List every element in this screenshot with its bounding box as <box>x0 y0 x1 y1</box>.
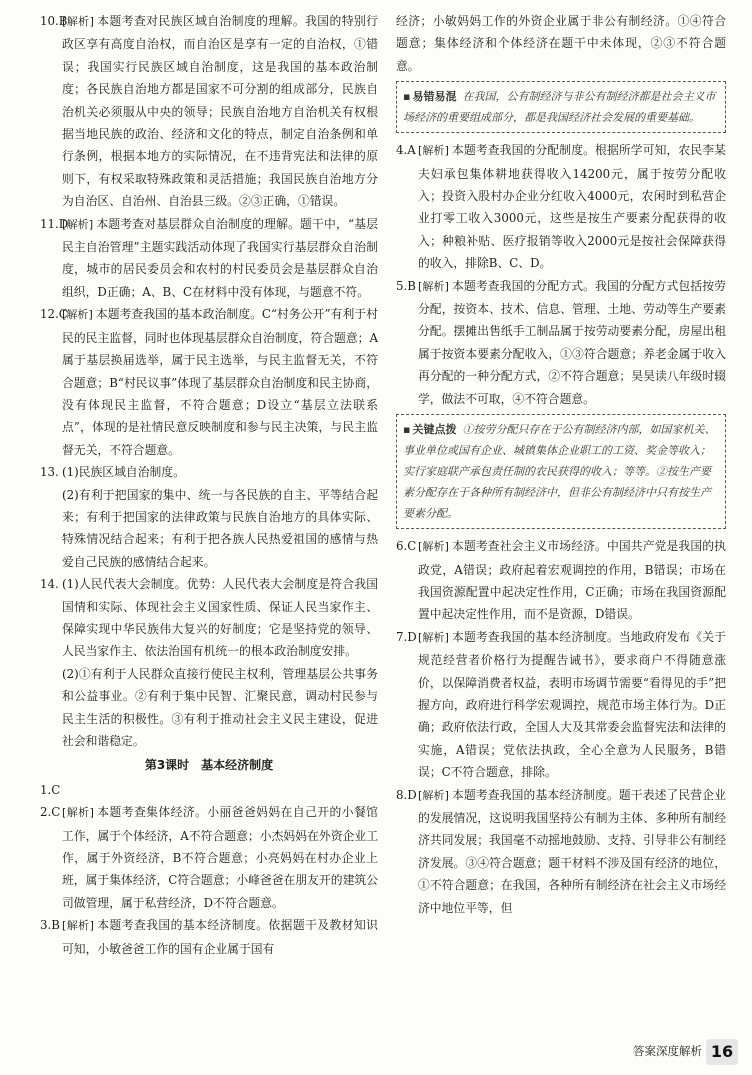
answer-item <box>40 663 378 753</box>
answer-text: 本题考查我国的基本经济制度。依据题干及教材知识可知，小敏爸爸工作的国有企业属于国有 <box>62 918 378 956</box>
answer-number: 12.C <box>40 307 68 322</box>
answer-text: 本题考查对民族区域自治制度的理解。我国的特别行政区享有高度自治权，而自治区是享有一定的自治权，①错误；我国实行民族区域自治制度，这是我国的基本政治制度；各民族自治地方都是国家不可分割的组成部分，民族自治机关必须服从中央的领导；民族自治地方自治机关有权根据当地民族的政治、经济和文化的特点，制定自治条例和单行条例，根据本地方的实际情况，在不违背宪法和法律的原则下，有权采取特殊政策和灵活措施；我国民族自治地方分为自治区、自治州、自治县三级。②③正确，①错误。 <box>62 14 378 209</box>
answer-text: 本题考查我国的分配制度。根据所学可知，农民李某夫妇承包集体耕地获得收入14200元，属于按劳分配收入；投资入股村办企业分红收入4000元，农闲时到私营企业打零工收入3000元，这些是按生产要素分配获得的收入；种粮补贴、医疗报销等收入2000元是按社会保障获得的收入，排除B、C、D。 <box>418 143 726 271</box>
answer-item <box>40 801 378 914</box>
page-number: 16 <box>706 1039 738 1065</box>
answer-text: 本题考查社会主义市场经济。中国共产党是我国的执政党，A错误；政府起着宏观调控的作用，B错误；市场在我国资源配置中起决定性作用，C正确；市场在我国资源配置中起决定性作用，而不是资源，D错误。 <box>418 539 726 622</box>
answer-item <box>396 535 726 626</box>
answer-number: 11.D <box>40 216 69 231</box>
analysis-tag: [解析] <box>418 788 449 802</box>
answer-text: 本题考查我国的基本经济制度。题干表述了民营企业的发展情况，这说明我国坚持公有制为主体、多种所有制经济共同发展；我国毫不动摇地鼓励、支持、引导非公有制经济发展。③④符合题意；题干材料不涉及国有经济的地位，①不符合题意；在我国，各种所有制经济在社会主义市场经济中地位平等，但 <box>418 787 726 915</box>
analysis-tag: [解析] <box>62 308 93 322</box>
answer-item <box>40 779 378 801</box>
answer-item <box>396 784 726 919</box>
answer-item <box>40 914 378 960</box>
answer-text: 本题考查我国的分配方式。我国的分配方式包括按劳分配，按资本、技术、信息、管理、土地、劳动等生产要素分配。摆摊出售纸手工制品属于按劳动要素分配，房屋出租属于按资本要素分配收入，①③符合题意；养老金属于收入再分配的一种分配方式，②不符合题意；昊昊读八年级时辍学，做法不可取，④不符合题意。 <box>418 278 726 406</box>
answer-number: 8.D <box>396 787 417 802</box>
analysis-tag: [解析] <box>418 630 449 644</box>
answer-item <box>396 275 726 410</box>
answer-item <box>40 213 378 304</box>
tip-box-text: 在我国，公有制经济与非公有制经济都是社会主义市场经济的重要组成部分，都是我国经济社会发展的重要基础。 <box>403 90 716 125</box>
answer-text: (1)民族区域自治制度。 <box>62 465 185 480</box>
answer-number: 6.C <box>396 539 417 554</box>
analysis-tag: [解析] <box>62 15 94 28</box>
answer-text: (2)有利于把国家的集中、统一与各民族的自主、平等结合起来；有利于把国家的法律政策与民族自治地方的具体实际、特殊情况结合起来；有利于把各族人民热爱祖国的感情与热爱自己民族的感情结合起来。 <box>62 487 378 569</box>
analysis-tag: [解析] <box>418 279 449 293</box>
answer-text: 本题考查我国的基本经济制度。当地政府发布《关于规范经营者价格行为提醒告诫书》，要求商户不得随意涨价，以保障消费者权益，表明市场调节需要“看得见的手”把握方向，政府进行科学宏观调控，规范市场主体行为。D正确；政府依法行政，全国人大及其常委会监督宪法和法律的实施，A错误；党依法执政，全心全意为人民服务，B错误；C不符合题意，排除。 <box>418 629 726 780</box>
answer-text: 本题考查集体经济。小丽爸爸妈妈在自己开的小餐馆工作，属于个体经济，A不符合题意；小杰妈妈在外资企业工作，属于外资经济，B不符合题意；小亮妈妈在村办企业上班，属于集体经济，C符合题意；小峰爸爸在朋友开的建筑公司做管理，属于私营经济，D不符合题意。 <box>62 805 378 910</box>
tip-box-text: ①按劳分配只存在于公有制经济内部，如国家机关、事业单位或国有企业、城镇集体企业职工的工资、奖金等收入；实行家庭联产承包责任制的农民获得的收入；等等。②按生产要素分配存在于各种所有制经济中，但非公有制经济中只有按生产要素分配。 <box>403 423 716 521</box>
right-column <box>396 10 726 919</box>
analysis-tag: [解析] <box>62 217 94 231</box>
answer-text: (1)人民代表大会制度。优势：人民代表大会制度是符合我国国情和实际、体现社会主义国家性质、保证人民当家作主、保障实现中华民族伟大复兴的好制度；它是坚持党的领导、人民当家作主、依法治国有机统一的根本政治制度安排。 <box>62 577 378 659</box>
answer-text: 本题考查我国的基本政治制度。C“村务公开”有利于村民的民主监督，同时也体现基层群众自治制度，符合题意；A属于基层换届选举，属于民主选举，与民主监督无关，不符合题意；B“村民议事”体现了基层群众自治制度和民主协商，没有体现民主监督，不符合题意；D设立“基层立法联系点”，体现的是社情民意反映制度和参与民主决策，与民主监督无关，不符合题意。 <box>62 307 378 457</box>
analysis-tag: [解析] <box>418 540 449 554</box>
section-title: 第3课时 基本经济制度 <box>144 758 274 773</box>
answer-number: 13. <box>40 465 59 480</box>
analysis-tag: [解析] <box>418 144 449 158</box>
tip-box-key-point <box>396 414 726 529</box>
tip-box-title: ▪ 易错易混 <box>403 90 456 103</box>
continued-text: 经济；小敏妈妈工作的外资企业属于非公有制经济。①④符合题意；集体经济和个体经济在题干中未体现，②③不符合题意。 <box>396 14 726 73</box>
answer-number: 3.B <box>40 918 60 933</box>
answer-number: 1.C <box>40 782 61 797</box>
answer-item <box>40 303 378 461</box>
answer-number: 10.B <box>40 14 68 28</box>
answer-number: 14. <box>40 577 59 592</box>
analysis-tag: [解析] <box>62 919 94 933</box>
tip-box-confusion <box>396 81 726 133</box>
answer-number: 7.D <box>396 629 417 644</box>
answer-number: 5.B <box>396 278 416 293</box>
answer-item <box>396 626 726 784</box>
answer-text: (2)①有利于人民群众直接行使民主权利，管理基层公共事务和公益事业。②有利于集中民智、汇聚民意，调动村民参与民主生活的积极性。③有利于推动社会主义民主建设，促进社会和谐稳定。 <box>62 666 378 748</box>
answer-item <box>40 484 378 574</box>
tip-box-title: ▪ 关键点拨 <box>403 423 456 436</box>
answer-item <box>40 10 378 213</box>
analysis-tag: [解析] <box>62 806 94 820</box>
answer-number: 4.A <box>396 143 416 158</box>
left-column <box>40 10 378 960</box>
answer-item <box>396 139 726 274</box>
answer-number: 2.C <box>40 805 61 820</box>
footer-label: 答案深度解析 <box>633 1044 702 1058</box>
answer-item <box>40 573 378 663</box>
answer-text: 本题考查对基层群众自治制度的理解。题干中，“基层民主自治管理”主题实践活动体现了我国实行基层群众自治制度，城市的居民委员会和农村的村民委员会是基层群众自治组织，D正确；A、B、C在材料中没有体现，与题意不符。 <box>62 216 378 299</box>
answer-item <box>40 461 378 483</box>
